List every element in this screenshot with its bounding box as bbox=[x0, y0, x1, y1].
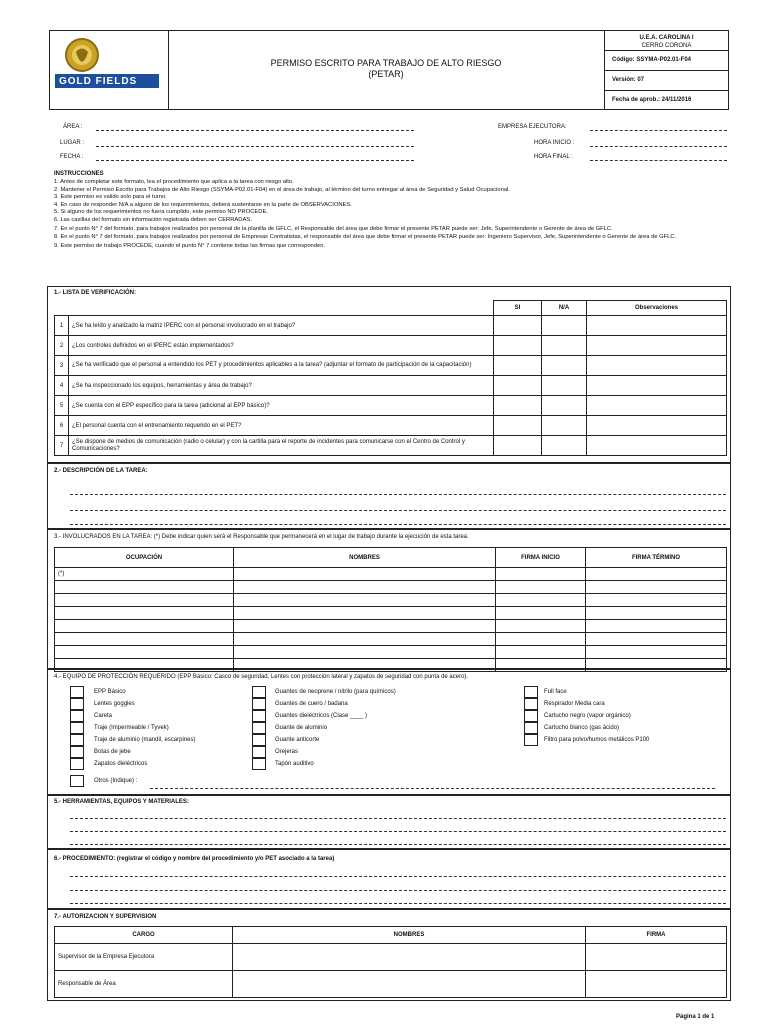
involved-table: OCUPACIÓN NOMBRES FIRMA INICIO FIRMA TÉRMINO (*) bbox=[54, 547, 727, 672]
na-cell[interactable] bbox=[542, 416, 587, 436]
obs-cell[interactable] bbox=[587, 376, 727, 396]
ppe-checkbox[interactable] bbox=[70, 686, 84, 698]
instructions-title: INSTRUCCIONES bbox=[54, 171, 104, 177]
na-cell[interactable] bbox=[542, 316, 587, 336]
code-label: Código: SSYMA-P02.01-F04 bbox=[612, 57, 692, 63]
ppe-checkbox[interactable] bbox=[524, 698, 538, 710]
ppe-checkbox[interactable] bbox=[70, 710, 84, 722]
procedure-line[interactable] bbox=[70, 876, 726, 877]
obs-cell[interactable] bbox=[587, 416, 727, 436]
procedure-line[interactable] bbox=[70, 903, 726, 904]
involved-row bbox=[55, 581, 727, 594]
section7-title: 7.- AUTORIZACION Y SUPERVISION bbox=[54, 914, 157, 920]
description-line[interactable] bbox=[70, 510, 726, 511]
ppe-label: Guantes de neoprene / nitrilo (para químicos) bbox=[275, 689, 396, 695]
ppe-checkbox[interactable] bbox=[252, 734, 266, 746]
authorization-row: Supervisor de la Empresa Ejecutora bbox=[55, 944, 727, 971]
section1-title: 1.- LISTA DE VERIFICACIÓN: bbox=[54, 290, 137, 296]
ppe-checkbox[interactable] bbox=[252, 710, 266, 722]
si-cell[interactable] bbox=[494, 316, 542, 336]
tools-line[interactable] bbox=[70, 818, 726, 819]
involved-row bbox=[55, 568, 727, 581]
ppe-checkbox[interactable] bbox=[252, 746, 266, 758]
header-info-rule-2 bbox=[604, 70, 729, 71]
ppe-checkbox[interactable] bbox=[524, 686, 538, 698]
description-line[interactable] bbox=[70, 494, 726, 495]
ppe-label: Respirador Media cara bbox=[544, 701, 605, 707]
ppe-checkbox[interactable] bbox=[252, 698, 266, 710]
ppe-label: Careta bbox=[94, 713, 113, 719]
na-cell[interactable] bbox=[542, 336, 587, 356]
ppe-label: Cartucho blanco (gas ácido) bbox=[544, 725, 620, 731]
logo-text: GOLD FIELDS bbox=[59, 76, 138, 87]
instruction-item: 7. En el punto N° 7 del formato, para trabajos realizados por personal de la planilla de GFLC, el Responsable del área que debe firmar el presente PETAR puede ser: Jefe, Superintendente o Gerente de área de GFLC. bbox=[54, 225, 613, 232]
ppe-label: Orejeras bbox=[275, 749, 299, 755]
lugar-field[interactable] bbox=[96, 146, 414, 147]
version-label: Versión: 07 bbox=[612, 77, 645, 83]
section4-title: 4.- EQUIPO DE PROTECCIÓN REQUERIDO (EPP Básico: Casco de seguridad, Lentes con protección lateral y zapatos de seguridad con punta de acero). bbox=[54, 674, 469, 680]
header-info-rule-3 bbox=[604, 90, 729, 91]
ppe-checkbox[interactable] bbox=[70, 698, 84, 710]
instruction-item: 3. Este permiso es valido solo para el turno. bbox=[54, 194, 167, 201]
form-title: PERMISO ESCRITO PARA TRABAJO DE ALTO RIESGO bbox=[270, 58, 502, 68]
instruction-item: 5. Si alguno de los requerimientos no fuera cumplido, este permiso NO PROCEDE. bbox=[54, 209, 268, 216]
uea-label: U.E.A. CAROLINA I bbox=[639, 35, 694, 41]
ppe-checkbox[interactable] bbox=[524, 722, 538, 734]
instruction-item: 8. En el punto N° 7 del formato, para trabajos realizados por personal de Empresas Contratistas, el responsable del área que debe firmar el presente PETAR puede ser: Ingeniero Supervisor, Jefe, Superintendente o Gerente de área de GFLC. bbox=[54, 234, 677, 241]
tools-line[interactable] bbox=[70, 831, 726, 832]
ppe-checkbox[interactable] bbox=[524, 710, 538, 722]
ppe-label: Filtro para polvo/humos metálicos P100 bbox=[544, 737, 650, 743]
ppe-label: Tapón auditivo bbox=[275, 761, 314, 767]
si-cell[interactable] bbox=[494, 416, 542, 436]
tools-line[interactable] bbox=[70, 844, 726, 845]
empresa-field[interactable] bbox=[590, 130, 727, 131]
ppe-other-field[interactable] bbox=[150, 788, 715, 789]
na-cell[interactable] bbox=[542, 356, 587, 376]
ppe-label: Botas de jebe bbox=[94, 749, 131, 755]
hora-final-label: HORA FINAL : bbox=[534, 154, 573, 160]
area-field[interactable] bbox=[96, 130, 414, 131]
obs-cell[interactable] bbox=[587, 336, 727, 356]
page-number: Página 1 de 1 bbox=[676, 1014, 715, 1020]
involved-row bbox=[55, 646, 727, 659]
instruction-item: 6. Las casillas del formato sin información registrada deben ser CERRADAS. bbox=[54, 216, 252, 223]
hora-final-field[interactable] bbox=[590, 160, 727, 161]
checklist-table bbox=[54, 300, 727, 456]
obs-cell[interactable] bbox=[587, 396, 727, 416]
empresa-label: EMPRESA EJECUTORA: bbox=[498, 124, 567, 130]
ppe-label: Traje (Impermeable / Tyvek) bbox=[94, 725, 169, 731]
ppe-label: Guante de aluminio bbox=[275, 725, 328, 731]
hora-inicio-field[interactable] bbox=[590, 146, 727, 147]
gold-fields-logo bbox=[55, 36, 161, 96]
checklist-row: 4 ¿Se ha inspeccionado los equipos, herramientas y área de trabajo? bbox=[55, 376, 727, 396]
hora-inicio-label: HORA INICIO : bbox=[534, 140, 575, 146]
na-cell[interactable] bbox=[542, 436, 587, 456]
ppe-label: Traje de aluminio (mandil, escarpines) bbox=[94, 737, 196, 743]
fecha-label: FECHA : bbox=[60, 154, 84, 160]
ppe-checkbox[interactable] bbox=[524, 734, 538, 746]
instructions-list bbox=[54, 179, 724, 250]
checklist-row: 6 ¿El personal cuenta con el entrenamiento requerido en el PET? bbox=[55, 416, 727, 436]
section6-title: 6.- PROCEDIMIENTO: (registrar el código y nombre del procedimiento y/o PET asociado a la tarea) bbox=[54, 856, 335, 862]
col-si: SI bbox=[494, 301, 542, 316]
instruction-item: 2. Mantener el Permiso Escrito para Trabajos de Alto Riesgo (SSYMA-P02.01-F04) en el área de trabajo, al término del turno entregar al área de Seguridad y Salud Ocupacional. bbox=[54, 186, 510, 193]
fecha-field[interactable] bbox=[96, 160, 414, 161]
form-subtitle: (PETAR) bbox=[368, 69, 404, 79]
ppe-label: Guantes dieléctricos (Clase ____ ) bbox=[275, 713, 368, 719]
ppe-checkbox[interactable] bbox=[252, 722, 266, 734]
instruction-item: 4. En caso de responder N/A a alguno de los requerimientos, deberá sustentarse en la parte de OBSERVACIONES. bbox=[54, 201, 352, 208]
involved-row bbox=[55, 633, 727, 646]
ppe-label: EPP Básico bbox=[94, 689, 126, 695]
involved-row bbox=[55, 620, 727, 633]
checklist-row: 5 ¿Se cuenta con el EPP específico para la tarea (adicional al EPP básico)? bbox=[55, 396, 727, 416]
obs-cell[interactable] bbox=[587, 436, 727, 456]
procedure-line[interactable] bbox=[70, 890, 726, 891]
section5-title: 5.- HERRAMIENTAS, EQUIPOS Y MATERIALES: bbox=[54, 799, 189, 805]
instruction-item: 9. Este permiso de trabajo PROCEDE, cuando el punto N° 7 contiene todas las firmas que corresponden. bbox=[54, 242, 326, 249]
checklist-row: 1 ¿Se ha leído y analizado la matriz IPERC con el personal involucrado en el trabajo? bbox=[55, 316, 727, 336]
checklist-row: 3 ¿Se ha verificado que el personal a entendido los PET y procedimientos aplicables a la tarea? (adjuntar el formato de participación de la capacitación) bbox=[55, 356, 727, 376]
na-cell[interactable] bbox=[542, 396, 587, 416]
col-na: N/A bbox=[542, 301, 587, 316]
ppe-label: Zapatos dieléctricos bbox=[94, 761, 148, 767]
ppe-checkbox[interactable] bbox=[252, 758, 266, 770]
ppe-label: Guante anticorte bbox=[275, 737, 320, 743]
ppe-other-checkbox[interactable] bbox=[70, 775, 84, 787]
ppe-checkbox[interactable] bbox=[252, 686, 266, 698]
involved-row bbox=[55, 594, 727, 607]
si-cell[interactable] bbox=[494, 356, 542, 376]
ppe-other-label: Otros (Indique) : bbox=[94, 778, 138, 784]
header-info-rule-1 bbox=[604, 50, 729, 51]
site-label: CERRO CORONA bbox=[641, 43, 692, 49]
involved-row bbox=[55, 607, 727, 620]
authorization-row: Responsable de Área bbox=[55, 971, 727, 998]
ppe-label: Guantes de cuero / badana bbox=[275, 701, 348, 707]
authorization-table: CARGO NOMBRES FIRMA Supervisor de la Empresa Ejecutora Responsable de Área bbox=[54, 926, 727, 998]
checklist-row: 2 ¿Los controles definidos en el IPERC están implementados? bbox=[55, 336, 727, 356]
ppe-checkbox[interactable] bbox=[70, 722, 84, 734]
section2-box bbox=[47, 463, 731, 529]
section3-title: 3.- INVOLUCRADOS EN LA TAREA: (*) Debe indicar quien será el Responsable que permanecerá en el lugar de trabajo durante la ejecución de esta tarea. bbox=[54, 534, 469, 540]
section4-box bbox=[47, 669, 731, 795]
area-label: ÁREA : bbox=[63, 124, 83, 130]
si-cell[interactable] bbox=[494, 336, 542, 356]
responsible-marker: (*) bbox=[58, 571, 65, 577]
section2-title: 2.- DESCRIPCIÓN DE LA TAREA: bbox=[54, 468, 148, 474]
na-cell[interactable] bbox=[542, 376, 587, 396]
lugar-label: LUGAR : bbox=[60, 140, 85, 146]
ppe-label: Full face bbox=[544, 689, 567, 695]
ppe-checkbox[interactable] bbox=[70, 758, 84, 770]
ppe-checkbox[interactable] bbox=[70, 734, 84, 746]
ppe-label: Cartucho negro (vapor orgánico) bbox=[544, 713, 631, 719]
ppe-checkbox[interactable] bbox=[70, 746, 84, 758]
description-line[interactable] bbox=[70, 524, 726, 525]
checklist-row: 7 ¿Se dispone de medios de comunicación (radio o celular) y con la cartilla para el reporte de incidentes para comunicarse con el Centro de Control y Comunicaciones? bbox=[55, 436, 727, 456]
col-observaciones: Observaciones bbox=[587, 301, 727, 316]
ppe-label: Lentes goggles bbox=[94, 701, 135, 707]
obs-cell[interactable] bbox=[587, 316, 727, 336]
approval-date-label: Fecha de aprob.: 24/11/2016 bbox=[612, 97, 692, 103]
si-cell[interactable] bbox=[494, 436, 542, 456]
instruction-item: 1. Antes de completar este formato, lea el procedimiento que aplica a la tarea con riesgo alto. bbox=[54, 179, 294, 185]
si-cell[interactable] bbox=[494, 396, 542, 416]
obs-cell[interactable] bbox=[587, 356, 727, 376]
si-cell[interactable] bbox=[494, 376, 542, 396]
